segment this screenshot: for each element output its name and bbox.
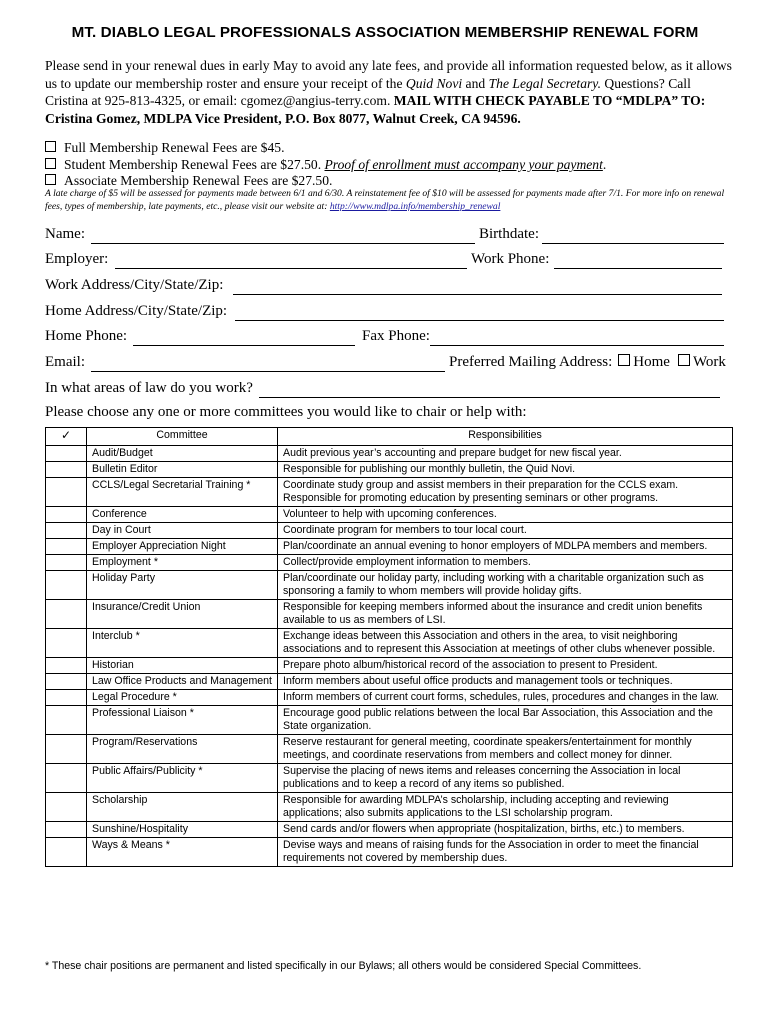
- committee-name: Scholarship: [87, 793, 278, 822]
- committee-row: [46, 571, 733, 600]
- committee-table-body: [46, 446, 733, 867]
- committee-row: [46, 629, 733, 658]
- committee-row: [46, 690, 733, 706]
- committee-row: [46, 523, 733, 539]
- email-label: Email:: [45, 354, 85, 370]
- row-areas-of-law: [45, 380, 725, 400]
- committee-check-cell[interactable]: [46, 793, 87, 822]
- committee-row: [46, 600, 733, 629]
- committee-row: [46, 539, 733, 555]
- committee-check-cell[interactable]: [46, 764, 87, 793]
- student-fee-label: Student Membership Renewal Fees are $27.50.: [64, 157, 325, 172]
- work-phone-label: Work Phone:: [471, 251, 550, 267]
- intro-text-1: Please send in your renewal dues in early May to avoid any late fees, and provide all information requested below, as it allows us to update our membership roster and ensure your receipt of the: [45, 58, 732, 91]
- committee-responsibility: Plan/coordinate an annual evening to honor employers of MDLPA members and members.: [278, 539, 733, 555]
- committee-responsibility: Reserve restaurant for general meeting, coordinate speakers/entertainment for monthly meetings, and coordinate reservations from members and collect money for dinner.: [278, 735, 733, 764]
- intro-text-2: Questions? Call Cristina at 925-813-4325, or email: cgomez@angius-terry.com.: [45, 75, 691, 109]
- committee-row: [46, 822, 733, 838]
- committee-row: [46, 507, 733, 523]
- committee-name: Insurance/Credit Union: [87, 600, 278, 629]
- committee-name: Conference: [87, 507, 278, 523]
- preferred-mailing-group: [449, 354, 726, 371]
- renewal-link[interactable]: http://www.mdlpa.info/membership_renewal: [329, 200, 501, 212]
- committee-name: Audit/Budget: [87, 446, 278, 462]
- committee-check-cell[interactable]: [46, 555, 87, 571]
- mailing-instructions: MAIL WITH CHECK PAYABLE TO “MDLPA” TO: Cristina Gomez, MDLPA Vice President, P.O. Box 8077, Walnut Creek, CA 94596.: [45, 93, 706, 126]
- quid-novi-title: Quid Novi: [405, 75, 463, 91]
- home-address-label: Home Address/City/State/Zip:: [45, 303, 228, 319]
- home-option-label: Home: [633, 354, 670, 370]
- full-fee-label: Full Membership Renewal Fees are $45.: [64, 140, 285, 155]
- committee-responsibility: Encourage good public relations between the local Bar Association, this Association and the State organization.: [278, 706, 733, 735]
- committee-responsibility: Inform members about useful office products and management tools or techniques.: [278, 674, 733, 690]
- committee-responsibility: Exchange ideas between this Association and others in the area, to visit neighboring associations and to represent this Association at meetings of other clubs whenever possible.: [278, 629, 733, 658]
- fee-associate[interactable]: [45, 173, 332, 189]
- committee-row: [46, 674, 733, 690]
- late-fee-note: [45, 188, 735, 214]
- committee-responsibility: Responsible for keeping members informed about the insurance and credit union benefits available to us as members of LSI.: [278, 600, 733, 629]
- committee-check-cell[interactable]: [46, 690, 87, 706]
- row-work-address: [45, 277, 725, 297]
- committee-check-cell[interactable]: [46, 462, 87, 478]
- committee-check-cell[interactable]: [46, 478, 87, 507]
- committee-row: [46, 555, 733, 571]
- committee-name: Law Office Products and Management: [87, 674, 278, 690]
- committee-responsibility: Devise ways and means of raising funds for the Association in order to meet the financial requirements not covered by membership dues.: [278, 838, 733, 867]
- committee-table-header: [46, 428, 733, 446]
- committee-instructions: Please choose any one or more committees you would like to chair or help with:: [45, 404, 527, 420]
- committee-name: Employment *: [87, 555, 278, 571]
- legal-secretary-title: The Legal Secretary.: [488, 75, 601, 91]
- fee-student[interactable]: [45, 157, 606, 173]
- committee-responsibility: Prepare photo album/historical record of the association to present to President.: [278, 658, 733, 674]
- committee-check-cell[interactable]: [46, 706, 87, 735]
- committee-name: Holiday Party: [87, 571, 278, 600]
- home-phone-label: Home Phone:: [45, 328, 128, 344]
- student-proof-note: Proof of enrollment must accompany your payment: [324, 157, 603, 172]
- row-employer: [45, 251, 725, 271]
- row-name: [45, 226, 725, 246]
- birthdate-label: Birthdate:: [479, 226, 539, 242]
- committee-responsibility: Volunteer to help with upcoming conferences.: [278, 507, 733, 523]
- committee-responsibility: Coordinate program for members to tour local court.: [278, 523, 733, 539]
- associate-fee-label: Associate Membership Renewal Fees are $27.50.: [64, 173, 333, 188]
- committee-responsibility: Supervise the placing of news items and releases concerning the Association in local publications and to keep a record of any items so published.: [278, 764, 733, 793]
- committee-name: Legal Procedure *: [87, 690, 278, 706]
- intro-and: and: [462, 75, 489, 91]
- committee-responsibility: Send cards and/or flowers when appropriate (hospitalization, births, etc.) to members.: [278, 822, 733, 838]
- committee-check-cell[interactable]: [46, 838, 87, 867]
- work-mailing-checkbox[interactable]: [678, 354, 690, 366]
- employer-field[interactable]: [115, 268, 467, 269]
- associate-fee-checkbox[interactable]: [45, 174, 56, 185]
- committee-name: Day in Court: [87, 523, 278, 539]
- committee-row: [46, 658, 733, 674]
- work-phone-field[interactable]: [554, 268, 722, 269]
- work-address-field[interactable]: [233, 294, 722, 295]
- committee-responsibility: Responsible for publishing our monthly bulletin, the Quid Novi.: [278, 462, 733, 478]
- committee-check-cell[interactable]: [46, 446, 87, 462]
- committee-row: [46, 446, 733, 462]
- committee-check-cell[interactable]: [46, 507, 87, 523]
- intro-paragraph: [45, 57, 735, 127]
- committee-row: [46, 462, 733, 478]
- committee-name: Interclub *: [87, 629, 278, 658]
- committee-check-cell[interactable]: [46, 523, 87, 539]
- fee-full[interactable]: [45, 140, 284, 156]
- areas-of-law-label: In what areas of law do you work?: [45, 380, 253, 396]
- home-phone-field[interactable]: [133, 345, 355, 346]
- name-label: Name:: [45, 226, 85, 242]
- full-fee-checkbox[interactable]: [45, 141, 56, 152]
- committee-row: [46, 735, 733, 764]
- birthdate-field[interactable]: [542, 243, 724, 244]
- committee-check-cell[interactable]: [46, 629, 87, 658]
- committee-check-cell[interactable]: [46, 600, 87, 629]
- email-field[interactable]: [91, 371, 445, 372]
- committee-row: [46, 478, 733, 507]
- committee-check-cell[interactable]: [46, 539, 87, 555]
- committee-name: Professional Liaison *: [87, 706, 278, 735]
- home-address-field[interactable]: [235, 320, 724, 321]
- name-field[interactable]: [91, 243, 475, 244]
- home-mailing-checkbox[interactable]: [618, 354, 630, 366]
- committee-name: Historian: [87, 658, 278, 674]
- committee-name: Public Affairs/Publicity *: [87, 764, 278, 793]
- responsibilities-column-header: Responsibilities: [278, 428, 733, 446]
- preferred-mailing-label: Preferred Mailing Address:: [449, 354, 613, 370]
- committee-row: [46, 706, 733, 735]
- row-email: [45, 354, 725, 374]
- row-home-address: [45, 303, 725, 323]
- committee-responsibility: Responsible for awarding MDLPA’s scholarship, including accepting and reviewing applications; also submits applications to the LSI scholarship program.: [278, 793, 733, 822]
- committee-name: CCLS/Legal Secretarial Training *: [87, 478, 278, 507]
- committee-responsibility: Audit previous year’s accounting and prepare budget for new fiscal year.: [278, 446, 733, 462]
- committee-row: [46, 764, 733, 793]
- fax-phone-field[interactable]: [430, 345, 724, 346]
- work-option-label: Work: [692, 354, 726, 370]
- committee-check-cell[interactable]: [46, 658, 87, 674]
- committee-name: Program/Reservations: [87, 735, 278, 764]
- committee-check-cell[interactable]: [46, 674, 87, 690]
- committee-name: Ways & Means *: [87, 838, 278, 867]
- committee-row: [46, 793, 733, 822]
- student-fee-checkbox[interactable]: [45, 158, 56, 169]
- row-phones: [45, 328, 725, 348]
- form-title: MT. DIABLO LEGAL PROFESSIONALS ASSOCIATION MEMBERSHIP RENEWAL FORM: [71, 24, 699, 41]
- areas-of-law-field[interactable]: [259, 397, 720, 398]
- bylaws-footnote: * These chair positions are permanent and listed specifically in our Bylaws; all others would be considered Special Committees.: [45, 960, 642, 972]
- committee-row: [46, 838, 733, 867]
- committee-check-cell[interactable]: [46, 735, 87, 764]
- committee-check-cell[interactable]: [46, 822, 87, 838]
- committee-responsibility: Plan/coordinate our holiday party, including working with a charitable organization such as sponsoring a family to whom members will provide holiday gifts.: [278, 571, 733, 600]
- committee-name: Sunshine/Hospitality: [87, 822, 278, 838]
- committee-name: Employer Appreciation Night: [87, 539, 278, 555]
- late-fee-text: A late charge of $5 will be assessed for payments made between 6/1 and 6/30. A reinstatement fee of $10 will be assessed for payments made after 7/1. For more info on renewal fees, types of membership, late payments, etc., please visit our website at:: [45, 188, 725, 212]
- committee-responsibility: Inform members of current court forms, schedules, rules, procedures and changes in the law.: [278, 690, 733, 706]
- committee-table: [45, 427, 733, 867]
- employer-label: Employer:: [45, 251, 109, 267]
- fax-phone-label: Fax Phone:: [362, 328, 430, 344]
- committee-responsibility: Coordinate study group and assist members in their preparation for the CCLS exam. Responsible for promoting education by presenting seminars or other programs.: [278, 478, 733, 507]
- committee-name: Bulletin Editor: [87, 462, 278, 478]
- student-dot: .: [602, 157, 607, 172]
- committee-check-cell[interactable]: [46, 571, 87, 600]
- committee-column-header: Committee: [87, 428, 278, 446]
- work-address-label: Work Address/City/State/Zip:: [45, 277, 224, 293]
- committee-responsibility: Collect/provide employment information to members.: [278, 555, 733, 571]
- check-column-header: ✓: [46, 428, 87, 446]
